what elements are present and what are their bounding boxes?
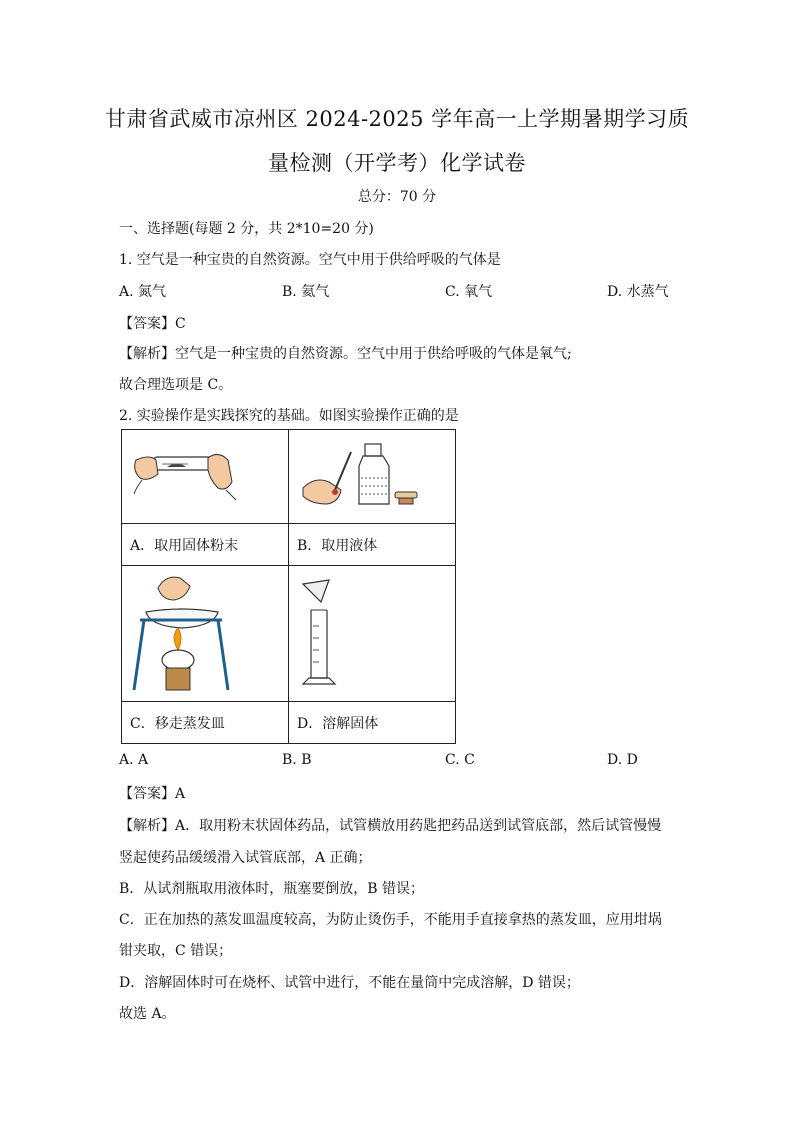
q1-option-d: D. 水蒸气 <box>607 284 669 300</box>
liquid-dropping-illustration <box>289 430 447 523</box>
q1-analysis-line2: 故合理选项是 C。 <box>119 377 233 393</box>
q2-analysis-line3: B．从试剂瓶取用液体时，瓶塞要倒放，B 错误； <box>119 881 425 897</box>
total-score: 总分：70 分 <box>357 189 437 205</box>
q1-analysis-label: 【解析】 <box>119 346 175 362</box>
image-c-cell <box>122 566 289 702</box>
q2-option-a: A. A <box>119 752 149 768</box>
q1-stem: 1. 空气是一种宝贵的自然资源。空气中用于供给呼吸的气体是 <box>119 252 501 268</box>
q1-analysis <box>119 343 572 363</box>
q1-option-a: A. 氮气 <box>119 284 167 300</box>
q2-option-c: C. C <box>445 752 475 768</box>
section-heading: 一、选择题(每题 2 分，共 2*10=20 分) <box>119 221 374 237</box>
test-tube-powder-illustration <box>122 430 280 523</box>
q2-option-b: B. B <box>282 752 312 768</box>
image-a-cell <box>122 430 289 524</box>
q2-analysis-line6: D．溶解固体时可在烧杯、试管中进行，不能在量筒中完成溶解，D 错误； <box>119 975 580 991</box>
q2-answer: 【答案】A <box>119 786 186 802</box>
q2-analysis-line2: 竖起使药品缓缓滑入试管底部，A 正确； <box>119 850 372 866</box>
caption-c: C．移走蒸发皿 <box>122 702 289 744</box>
image-d-cell <box>289 566 456 702</box>
q2-analysis-text: A．取用粉末状固体药品，试管横放用药匙把药品送到试管底部，然后试管慢慢 <box>175 818 662 834</box>
image-b-cell <box>289 430 456 524</box>
q2-analysis-line4: C．正在加热的蒸发皿温度较高，为防止烫伤手，不能用手直接拿热的蒸发皿，应用坩埚 <box>119 912 662 928</box>
graduated-cylinder-illustration <box>289 566 447 701</box>
experiment-table <box>121 429 456 744</box>
q2-analysis-line7: 故选 A。 <box>119 1006 176 1022</box>
caption-b: B．取用液体 <box>289 524 456 566</box>
caption-a: A．取用固体粉末 <box>122 524 289 566</box>
q1-answer: 【答案】C <box>119 316 186 332</box>
q2-analysis-line1 <box>119 815 661 835</box>
q2-analysis-label: 【解析】 <box>119 818 175 834</box>
q2-analysis-line5: 钳夹取，C 错误； <box>119 943 233 959</box>
evaporating-dish-illustration <box>122 566 280 701</box>
page-title-line1: 甘肃省武威市凉州区 2024-2025 学年高一上学期暑期学习质 <box>104 107 690 131</box>
q1-option-b: B. 氦气 <box>282 284 330 300</box>
caption-d: D．溶解固体 <box>289 702 456 744</box>
q2-stem: 2. 实验操作是实践探究的基础。如图实验操作正确的是 <box>119 408 459 424</box>
page-title-line2: 量检测（开学考）化学试卷 <box>268 151 526 175</box>
q1-analysis-text: 空气是一种宝贵的自然资源。空气中用于供给呼吸的气体是氧气; <box>175 346 572 362</box>
q2-option-d: D. D <box>607 752 638 768</box>
q1-option-c: C. 氧气 <box>445 284 493 300</box>
